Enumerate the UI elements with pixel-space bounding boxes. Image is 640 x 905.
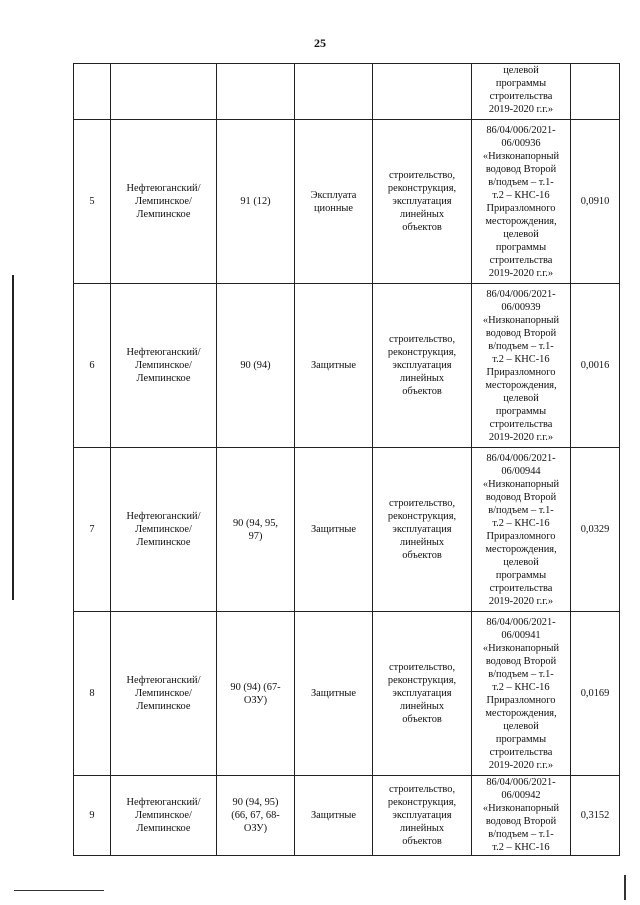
- registration-cell: 86/04/006/2021- 06/00942 «Низконапорный водовод Второй в/подъем – т.1- т.2 – КНС-16: [472, 776, 571, 856]
- area-cell: 0,3152: [571, 776, 620, 856]
- table-row: [74, 448, 620, 612]
- area-cell: 0,0169: [571, 612, 620, 776]
- permitted-use-cell: строительство, реконструкция, эксплуатация линейных объектов: [373, 612, 472, 776]
- table-row: [74, 776, 620, 856]
- location-cell: Нефтеюганский/ Лемпинское/ Лемпинское: [111, 284, 217, 448]
- forest-category-cell: Защитные: [295, 776, 373, 856]
- land-plots-table: [73, 63, 620, 856]
- location-cell: Нефтеюганский/ Лемпинское/ Лемпинское: [111, 776, 217, 856]
- table-row: [74, 120, 620, 284]
- row-number-cell: 5: [74, 120, 111, 284]
- registration-cell: 86/04/006/2021- 06/00936 «Низконапорный водовод Второй в/подъем – т.1- т.2 – КНС-16 Приразломного месторождения, целевой программы строительства 2019-2020 г.г.»: [472, 120, 571, 284]
- page-number: 25: [314, 36, 326, 50]
- registration-cell: 86/04/006/2021- 06/00944 «Низконапорный водовод Второй в/подъем – т.1- т.2 – КНС-16 Приразломного месторождения, целевой программы строительства 2019-2020 г.г.»: [472, 448, 571, 612]
- forest-category-cell: Защитные: [295, 612, 373, 776]
- area-cell: 0,0910: [571, 120, 620, 284]
- row-number-cell: 9: [74, 776, 111, 856]
- forest-category-cell: Эксплуата ционные: [295, 120, 373, 284]
- scan-margin-line: [12, 275, 14, 600]
- location-cell: Нефтеюганский/ Лемпинское/ Лемпинское: [111, 612, 217, 776]
- forest-category-cell: [295, 64, 373, 120]
- table-row: [74, 284, 620, 448]
- area-cell: [571, 64, 620, 120]
- location-cell: Нефтеюганский/ Лемпинское/ Лемпинское: [111, 120, 217, 284]
- row-number-cell: 6: [74, 284, 111, 448]
- table-row: [74, 612, 620, 776]
- scan-margin-line: [624, 875, 626, 900]
- permitted-use-cell: строительство, реконструкция, эксплуатация линейных объектов: [373, 448, 472, 612]
- location-cell: [111, 64, 217, 120]
- quarter-cell: 90 (94) (67- ОЗУ): [217, 612, 295, 776]
- permitted-use-cell: [373, 64, 472, 120]
- area-cell: 0,0329: [571, 448, 620, 612]
- permitted-use-cell: строительство, реконструкция, эксплуатация линейных объектов: [373, 284, 472, 448]
- scan-margin-line: [14, 890, 104, 891]
- table-row: [74, 64, 620, 120]
- forest-category-cell: Защитные: [295, 284, 373, 448]
- registration-cell: 86/04/006/2021- 06/00939 «Низконапорный водовод Второй в/подъем – т.1- т.2 – КНС-16 Приразломного месторождения, целевой программы строительства 2019-2020 г.г.»: [472, 284, 571, 448]
- row-number-cell: [74, 64, 111, 120]
- quarter-cell: 90 (94, 95) (66, 67, 68- ОЗУ): [217, 776, 295, 856]
- quarter-cell: 90 (94, 95, 97): [217, 448, 295, 612]
- permitted-use-cell: строительство, реконструкция, эксплуатация линейных объектов: [373, 120, 472, 284]
- quarter-cell: [217, 64, 295, 120]
- location-cell: Нефтеюганский/ Лемпинское/ Лемпинское: [111, 448, 217, 612]
- forest-category-cell: Защитные: [295, 448, 373, 612]
- registration-cell: целевой программы строительства 2019-2020 г.г.»: [472, 64, 571, 120]
- row-number-cell: 8: [74, 612, 111, 776]
- row-number-cell: 7: [74, 448, 111, 612]
- area-cell: 0,0016: [571, 284, 620, 448]
- registration-cell: 86/04/006/2021- 06/00941 «Низконапорный водовод Второй в/подъем – т.1- т.2 – КНС-16 Приразломного месторождения, целевой программы строительства 2019-2020 г.г.»: [472, 612, 571, 776]
- quarter-cell: 90 (94): [217, 284, 295, 448]
- quarter-cell: 91 (12): [217, 120, 295, 284]
- permitted-use-cell: строительство, реконструкция, эксплуатация линейных объектов: [373, 776, 472, 856]
